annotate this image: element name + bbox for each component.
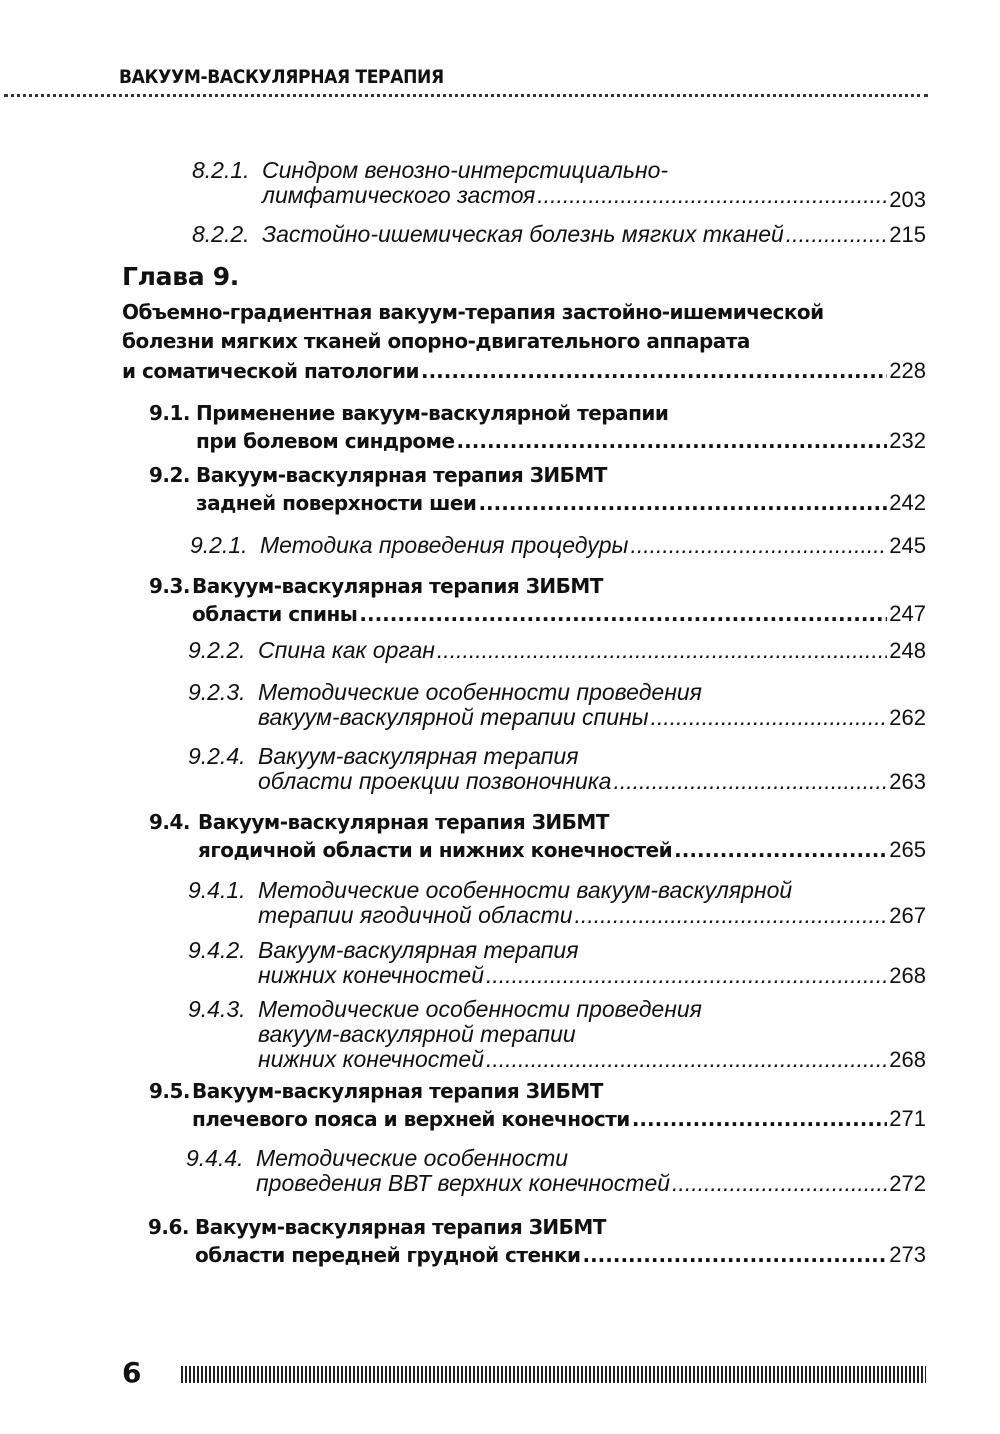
- toc-entry-9-2-1[interactable]: [190, 532, 926, 558]
- toc-page-number: 268: [889, 963, 926, 988]
- toc-entry-9-1[interactable]: [149, 400, 926, 455]
- toc-entry-title-line: Вакуум-васкулярная терапия ЗИБМТ: [196, 463, 607, 487]
- toc-entry-number: 8.2.1.: [192, 157, 250, 183]
- dot-leader: [486, 963, 887, 988]
- chapter-heading: Глава 9.: [122, 262, 239, 291]
- dot-leader: [630, 533, 887, 558]
- toc-entry-number: 9.2.2.: [188, 637, 246, 663]
- dot-leader: [575, 903, 888, 928]
- toc-entry-title-line: Методические особенности проведения: [258, 996, 702, 1022]
- toc-page-number: 267: [889, 903, 926, 928]
- running-header: ВАКУУМ-ВАСКУЛЯРНАЯ ТЕРАПИЯ: [119, 66, 444, 88]
- toc-entry-9-2[interactable]: [149, 462, 926, 517]
- toc-entry-title-line: Синдром венозно-интерстициально-: [262, 157, 669, 183]
- toc-entry-title-line: болезни мягких тканей опорно-двигательного аппарата: [122, 329, 750, 353]
- toc-page-number: 232: [889, 428, 926, 453]
- toc-entry-title-line: и соматической патологии: [122, 359, 419, 383]
- toc-page-number: 203: [889, 187, 926, 212]
- toc-entry-8-2-1[interactable]: [192, 157, 926, 212]
- toc-entry-title-line: Методика проведения процедуры: [260, 532, 629, 558]
- toc-entry-title-line: вакуум-васкулярной терапии: [258, 1021, 576, 1047]
- toc-entry-title-line: нижних конечностей: [258, 962, 485, 988]
- toc-page-number: 272: [889, 1171, 926, 1196]
- toc-entry-9-5[interactable]: [149, 1078, 926, 1133]
- dot-leader: [786, 222, 887, 247]
- toc-entry-title-line: Застойно-ишемическая болезнь мягких тканей: [262, 221, 784, 247]
- toc-entry-title-line: Методические особенности: [256, 1145, 569, 1171]
- toc-entry-title-line: Вакуум-васкулярная терапия ЗИБМТ: [192, 574, 603, 598]
- toc-entry-number: 9.1.: [149, 401, 191, 425]
- toc-entry-title-line: Вакуум-васкулярная терапия: [258, 937, 579, 963]
- toc-entry-9-4-4[interactable]: [186, 1145, 926, 1196]
- toc-entry-title-line: терапии ягодичной области: [258, 902, 573, 928]
- toc-entry-title-line: вакуум-васкулярной терапии спины: [258, 704, 649, 730]
- toc-page-number: 245: [889, 533, 926, 558]
- toc-entry-title-line: Спина как орган: [258, 637, 435, 663]
- toc-page-number: 271: [889, 1106, 926, 1131]
- toc-entry-title-line: плечевого пояса и верхней конечности: [192, 1107, 630, 1131]
- toc-entry-title-line: области спины: [192, 602, 358, 626]
- toc-page-number: 268: [889, 1047, 926, 1072]
- toc-page-number: 263: [889, 769, 926, 794]
- toc-entry-number: 9.2.: [149, 463, 191, 487]
- toc-entry-9-4[interactable]: [149, 809, 926, 864]
- toc-entry-number: 9.4.3.: [188, 996, 246, 1022]
- toc-entry-number: 9.3.: [149, 574, 191, 598]
- toc-entry-number: 9.4.1.: [188, 877, 246, 903]
- toc-page-number: 248: [889, 638, 926, 663]
- footer-decorative-bar: [181, 1366, 926, 1383]
- toc-entry-9-2-3[interactable]: [188, 679, 926, 730]
- toc-entry-number: 9.2.1.: [190, 532, 248, 558]
- dot-leader: [674, 837, 887, 864]
- toc-entry-title-line: Вакуум-васкулярная терапия ЗИБМТ: [195, 1215, 606, 1239]
- dot-leader: [486, 1047, 887, 1072]
- toc-page-number: 242: [889, 490, 926, 515]
- dot-leader: [457, 428, 888, 455]
- toc-page-number: 215: [889, 222, 926, 247]
- toc-entry-9-2-4[interactable]: [188, 743, 926, 794]
- toc-entry-number: 9.2.3.: [188, 679, 246, 705]
- dot-leader: [613, 769, 887, 794]
- toc-page-number: 265: [889, 837, 926, 862]
- dot-leader: [582, 1242, 887, 1269]
- toc-entry-9-4-3[interactable]: [188, 996, 926, 1072]
- toc-entry-title-line: Методические особенности вакуум-васкулярной: [258, 877, 793, 903]
- dot-leader: [632, 1106, 887, 1133]
- toc-entry-number: 9.4.4.: [186, 1145, 244, 1171]
- page-number: 6: [122, 1356, 142, 1389]
- toc-entry-9-3[interactable]: [149, 573, 926, 628]
- header-dotted-rule: [4, 94, 928, 97]
- toc-entry-title-line: области проекции позвоночника: [258, 768, 612, 794]
- toc-entry-title-line: задней поверхности шеи: [196, 491, 477, 515]
- toc-entry-chapter-9[interactable]: [122, 298, 926, 386]
- toc-entry-title-line: Вакуум-васкулярная терапия ЗИБМТ: [192, 1079, 603, 1103]
- toc-entry-title-line: Объемно-градиентная вакуум-терапия застойно-ишемической: [122, 300, 824, 324]
- toc-entry-title-line: Применение вакуум-васкулярной терапии: [196, 401, 669, 425]
- toc-entry-title-line: нижних конечностей: [258, 1046, 485, 1072]
- toc-entry-8-2-2[interactable]: [192, 221, 926, 247]
- toc-entry-number: 9.4.2.: [188, 937, 246, 963]
- toc-entry-number: 8.2.2.: [192, 221, 250, 247]
- dot-leader: [437, 638, 887, 663]
- dot-leader: [478, 490, 887, 517]
- toc-entry-9-6[interactable]: [148, 1214, 926, 1269]
- toc-entry-9-4-2[interactable]: [188, 937, 926, 988]
- toc-entry-title-line: Методические особенности проведения: [258, 679, 702, 705]
- toc-entry-title-line: Вакуум-васкулярная терапия ЗИБМТ: [198, 810, 609, 834]
- dot-leader: [537, 183, 887, 208]
- toc-entry-9-2-2[interactable]: [188, 637, 926, 663]
- toc-page-number: 228: [889, 358, 926, 383]
- toc-entry-title-line: проведения ВВТ верхних конечностей: [256, 1170, 671, 1196]
- toc-entry-title-line: ягодичной области и нижних конечностей: [198, 838, 673, 862]
- toc-entry-number: 9.5.: [149, 1079, 191, 1103]
- toc-entry-number: 9.4.: [149, 810, 191, 834]
- toc-page-number: 247: [889, 601, 926, 626]
- toc-entry-title-line: при болевом синдроме: [196, 429, 455, 453]
- toc-entry-9-4-1[interactable]: [188, 877, 926, 928]
- toc-page-number: 262: [889, 705, 926, 730]
- toc-entry-title-line: лимфатического застоя: [262, 182, 536, 208]
- dot-leader: [651, 705, 888, 730]
- toc-entry-number: 9.2.4.: [188, 743, 246, 769]
- toc-entry-title-line: области передней грудной стенки: [195, 1243, 581, 1267]
- dot-leader: [359, 601, 887, 628]
- toc-page-number: 273: [889, 1242, 926, 1267]
- toc-entry-number: 9.6.: [148, 1215, 190, 1239]
- dot-leader: [672, 1171, 887, 1196]
- toc-entry-title-line: Вакуум-васкулярная терапия: [258, 743, 579, 769]
- dot-leader: [421, 357, 887, 386]
